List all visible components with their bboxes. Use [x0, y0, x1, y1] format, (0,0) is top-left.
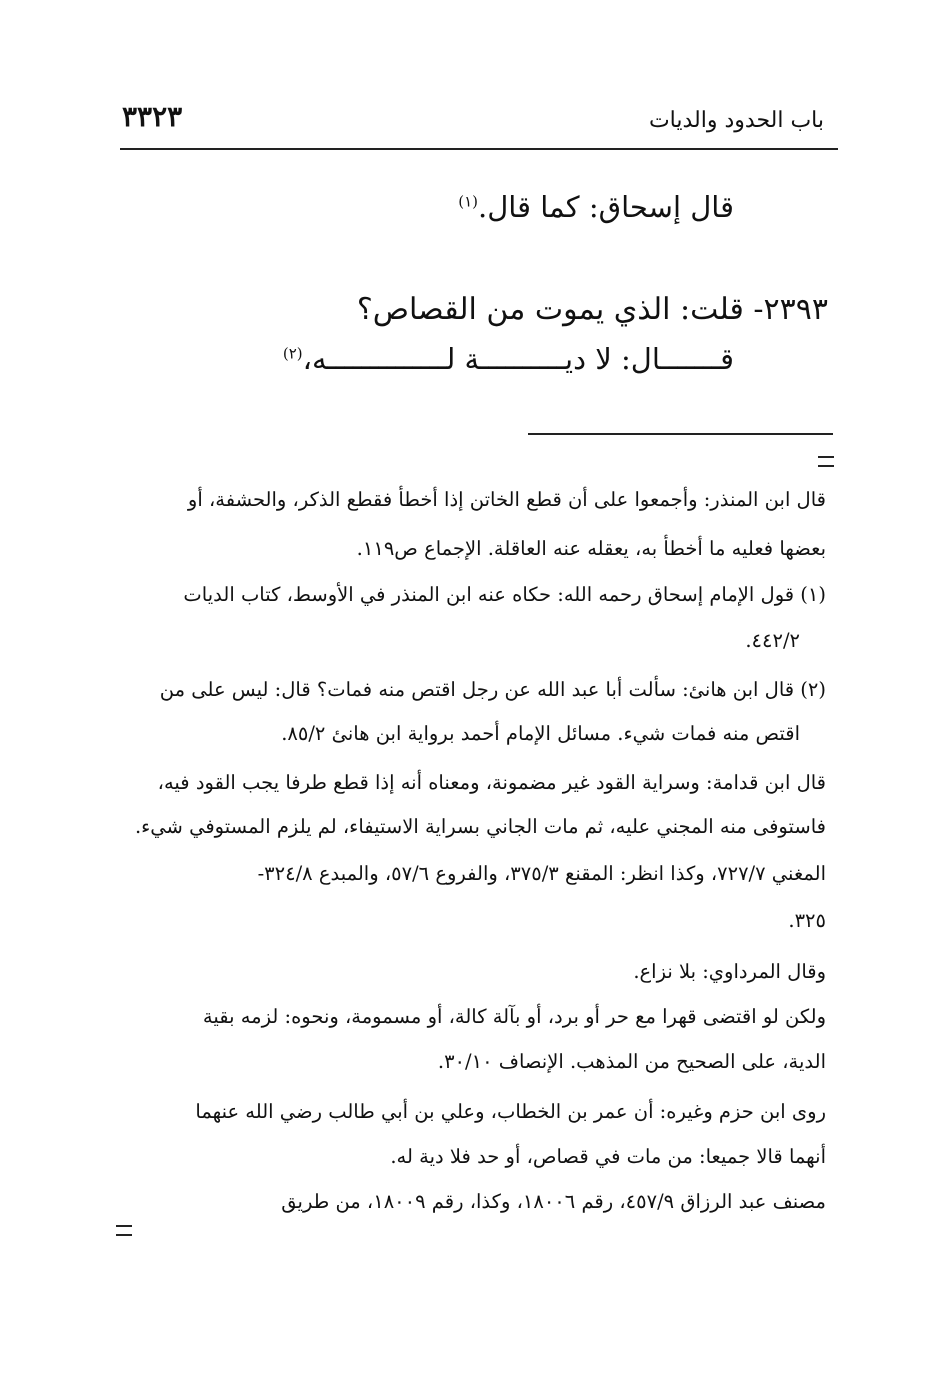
footnote-line: أنهما قالا جميعا: من مات في قصاص، أو حد فلا دية له.: [390, 1145, 826, 1168]
footnote-line: قال ابن المنذر: وأجمعوا على أن قطع الخاتن إذا أخطأ فقطع الذكر، والحشفة، أو: [187, 488, 826, 511]
footnote-line: قال ابن قدامة: وسراية القود غير مضمونة، ومعناه أنه إذا قطع طرفا يجب القود فيه،: [157, 771, 826, 794]
header-rule: [120, 148, 838, 150]
footnote-line: (١) قول الإمام إسحاق رحمه الله: حكاه عنه ابن المنذر في الأوسط، كتاب الديات: [183, 583, 826, 606]
footnote-line: مصنف عبد الرزاق ٤٥٧/٩، رقم ١٨٠٠٦، وكذا، رقم ١٨٠٠٩، من طريق: [281, 1190, 826, 1213]
footnote-line: المغني ٧٢٧/٧، وكذا انظر: المقنع ٣٧٥/٣، والفروع ٥٧/٦، والمبدع ٣٢٤/٨-: [257, 862, 826, 885]
footnote-line: ٤٤٢/٢.: [745, 629, 800, 652]
continuation-mark-top: [818, 456, 834, 467]
main-line-1: [458, 190, 734, 224]
footnote-line: (٢) قال ابن هانئ: سألت أبا عبد الله عن رجل اقتص منه فمات؟ قال: ليس على من: [159, 678, 826, 701]
footnote-line: الدية، على الصحيح من المذهب. الإنصاف ٣٠/١٠.: [437, 1050, 826, 1073]
footnote-ref-2: (٢): [282, 344, 303, 363]
page-number: ٣٣٢٣: [122, 100, 183, 133]
footnote-line: روى ابن حزم وغيره: أن عمر بن الخطاب، وعلي بن أبي طالب رضي الله عنهما: [195, 1100, 826, 1123]
footnote-line: ولكن لو اقتضى قهرا مع حر أو برد، أو بآلة كالة، أو مسمومة، ونحوه: لزمه بقية: [202, 1005, 826, 1028]
main-line-3-text: قـــــــال: لا ديــــــــــة لــــــــــــــه،: [302, 342, 734, 376]
main-line-3: [283, 342, 734, 376]
footnote-line: اقتص منه فمات شيء. مسائل الإمام أحمد برواية ابن هانئ ٨٥/٢.: [281, 722, 800, 745]
footnote-line: فاستوفى منه المجني عليه، ثم مات الجاني بسراية الاستيفاء، لم يلزم المستوفي شيء.: [134, 815, 826, 838]
running-head: باب الحدود والديات: [648, 108, 824, 133]
main-line-1-text: قال إسحاق: كما قال.: [477, 190, 734, 224]
main-line-2: ٢٣٩٣- قلت: الذي يموت من القصاص؟: [356, 292, 828, 327]
footnote-line: بعضها فعليه ما أخطأ به، يعقله عنه العاقلة. الإجماع ص١١٩.: [356, 537, 826, 560]
footnote-line: وقال المرداوي: بلا نزاع.: [633, 960, 826, 983]
footnote-ref-1: (١): [458, 192, 478, 211]
footnote-rule: [528, 433, 833, 435]
footnote-line: ٣٢٥.: [788, 909, 826, 932]
continuation-mark-bottom: [116, 1225, 132, 1236]
